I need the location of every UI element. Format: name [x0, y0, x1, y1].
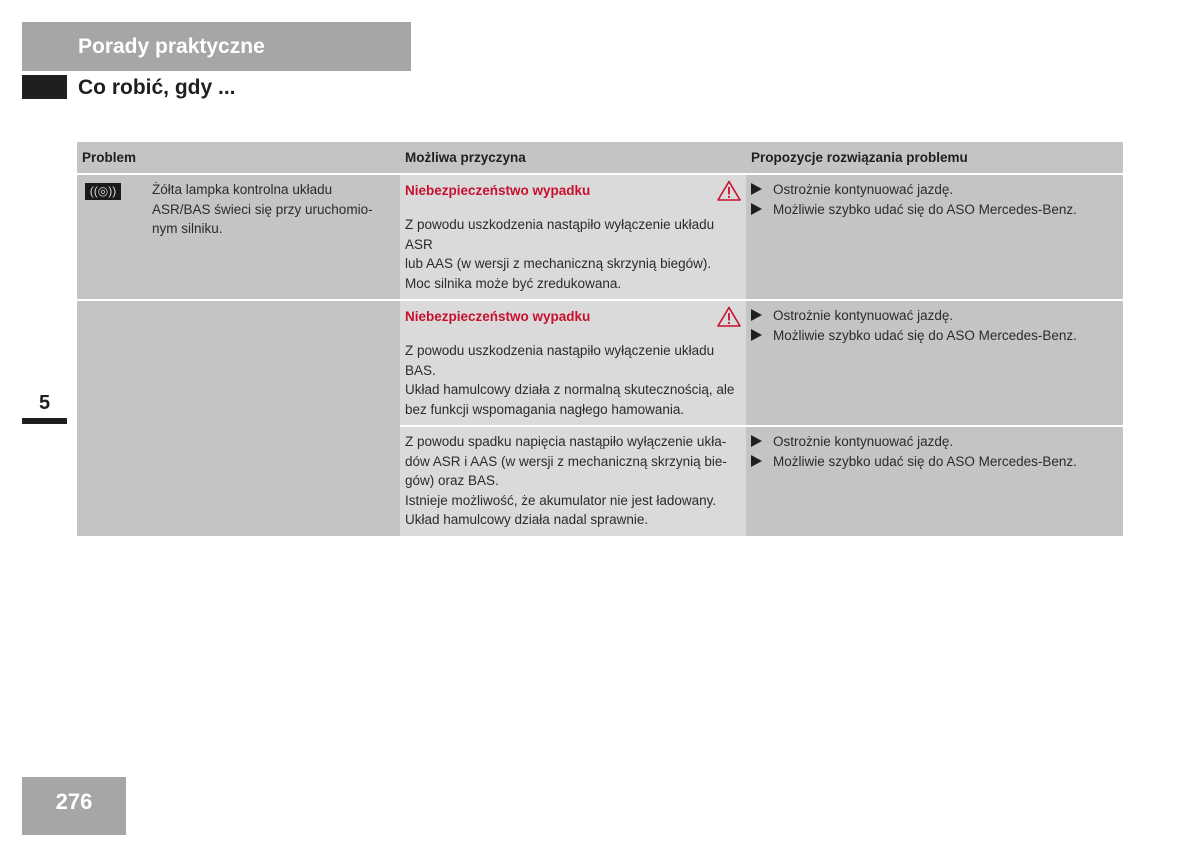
lamp-icon-cell [77, 174, 147, 300]
cause-text: Z powodu spadku napięcia nastąpiło wyłączenie ukła- [405, 434, 727, 449]
chapter-number: 5 [38, 392, 51, 414]
arrow-icon [751, 455, 762, 467]
section-marker [22, 75, 67, 99]
danger-title: Niebezpieczeństwo wypadku [405, 308, 591, 324]
arrow-icon [751, 435, 762, 447]
remedy-cell [746, 426, 1123, 536]
table-row [77, 174, 1123, 300]
header-cause: Możliwa przyczyna [400, 142, 746, 174]
header-remedy: Propozycje rozwiązania problemu [746, 142, 1123, 174]
problem-cell [147, 174, 400, 300]
header-problem: Problem [77, 142, 400, 174]
chapter-tab-bar [22, 418, 67, 424]
remedy-item: Możliwie szybko udać się do ASO Mercedes-Benz. [751, 200, 1118, 220]
arrow-icon [751, 183, 762, 195]
cause-text: Z powodu uszkodzenia nastąpiło wyłączenie układu ASR [405, 217, 715, 252]
page-number: 276 [22, 777, 126, 835]
warning-lamp-icon: ((◎)) [85, 183, 121, 200]
remedy-cell [746, 174, 1123, 300]
problem-text: ASR/BAS świeci się przy uruchomio- [152, 201, 373, 217]
remedy-item: Możliwie szybko udać się do ASO Mercedes-Benz. [751, 326, 1118, 346]
remedy-cell [746, 300, 1123, 426]
danger-title: Niebezpieczeństwo wypadku [405, 182, 591, 198]
cause-cell [400, 300, 746, 426]
cause-text: Układ hamulcowy działa z normalną skutecznością, ale [405, 382, 735, 397]
arrow-icon [751, 203, 762, 215]
problem-cell-empty [77, 300, 400, 536]
cause-text: bez funkcji wspomagania nagłego hamowania. [405, 401, 685, 417]
cause-text: gów) oraz BAS. [405, 473, 499, 488]
page-subtitle: Co robić, gdy ... [78, 76, 236, 99]
remedy-item: Możliwie szybko udać się do ASO Mercedes-Benz. [751, 452, 1118, 472]
table-header-row [77, 142, 1123, 174]
cause-text: Moc silnika może być zredukowana. [405, 275, 622, 291]
cause-text: lub AAS (w wersji z mechaniczną skrzynią biegów). [405, 256, 712, 271]
table-row [77, 300, 1123, 426]
cause-text: Z powodu uszkodzenia nastąpiło wyłączenie układu BAS. [405, 343, 715, 378]
problem-text: Żółta lampka kontrolna układu [152, 182, 333, 197]
cause-cell [400, 426, 746, 536]
warning-triangle-icon [717, 180, 741, 201]
remedy-item: Ostrożnie kontynuować jazdę. [751, 180, 1118, 200]
cause-text: Istnieje możliwość, że akumulator nie jest ładowany. [405, 492, 717, 508]
warning-triangle-icon [717, 306, 741, 327]
arrow-icon [751, 309, 762, 321]
cause-cell [400, 174, 746, 300]
cause-text: Układ hamulcowy działa nadal sprawnie. [405, 512, 649, 527]
section-title: Porady praktyczne [22, 22, 411, 71]
troubleshooting-table [77, 142, 1123, 536]
chapter-tab [22, 388, 67, 424]
cause-text: dów ASR i AAS (w wersji z mechaniczną skrzynią bie- [405, 453, 727, 469]
problem-text: nym silniku. [152, 221, 223, 236]
remedy-item: Ostrożnie kontynuować jazdę. [751, 432, 1118, 452]
remedy-item: Ostrożnie kontynuować jazdę. [751, 306, 1118, 326]
arrow-icon [751, 329, 762, 341]
